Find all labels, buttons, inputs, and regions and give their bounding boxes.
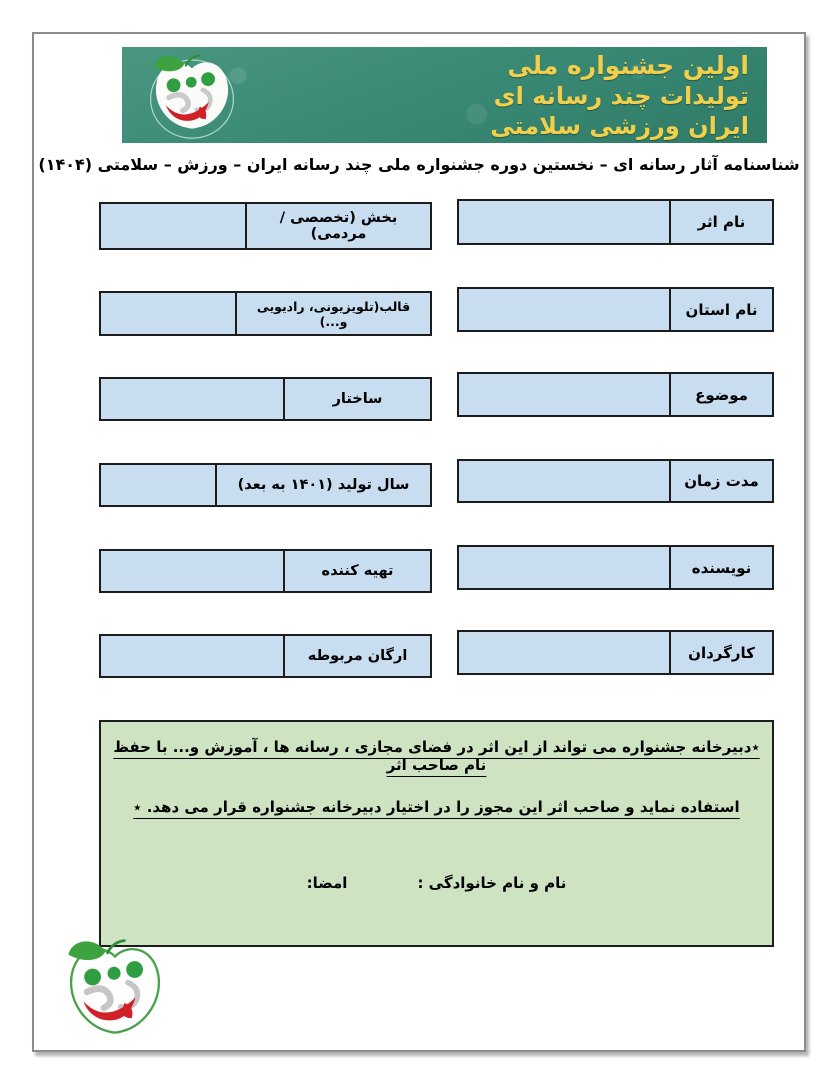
duration-label: مدت زمان <box>669 461 772 501</box>
page-title: شناسنامه آثار رسانه ای – نخستین دوره جشنواره ملی چند رسانه ایران – ورزش – سلامتی (۱۴۰۴) <box>38 155 800 174</box>
field-subject <box>457 372 774 417</box>
subject-input[interactable] <box>459 374 669 415</box>
production-year-input[interactable] <box>101 465 215 505</box>
format-label: قالب(تلویزیونی، رادیویی و...) <box>235 293 430 334</box>
production-year-label: سال تولید (۱۴۰۱ به بعد) <box>215 465 430 505</box>
field-structure <box>99 377 432 421</box>
related-organization-label: ارگان مربوطه <box>283 636 430 676</box>
signature-row <box>101 874 772 892</box>
section-input[interactable] <box>101 204 245 248</box>
document-page <box>32 32 806 1052</box>
province-name-label: نام استان <box>669 289 772 330</box>
province-name-input[interactable] <box>459 289 669 330</box>
signature-label: امضا: <box>306 874 348 892</box>
related-organization-input[interactable] <box>101 636 283 676</box>
banner-line-1: اولین جشنواره ملی <box>507 51 749 80</box>
field-producer <box>99 549 432 593</box>
permission-notice-panel <box>99 720 774 947</box>
full-name-label: نام و نام خانوادگی : <box>417 874 567 892</box>
name-of-work-input[interactable] <box>459 201 669 243</box>
structure-input[interactable] <box>101 379 283 419</box>
duration-input[interactable] <box>459 461 669 501</box>
name-of-work-label: نام اثر <box>669 201 772 243</box>
banner-line-2: تولیدات چند رسانه ای <box>493 82 749 110</box>
field-duration <box>457 459 774 503</box>
producer-input[interactable] <box>101 551 283 591</box>
director-input[interactable] <box>459 632 669 673</box>
field-writer <box>457 545 774 590</box>
field-format <box>99 291 432 336</box>
field-name-of-work <box>457 199 774 245</box>
producer-label: تهیه کننده <box>283 551 430 591</box>
notice-line-1: ٭دبیرخانه جشنواره می تواند از این اثر در فضای مجازی ، رسانه ها ، آموزش و... با حفظ نام صاحب اثر <box>113 738 760 774</box>
festival-apple-logo-footer-icon <box>59 932 171 1050</box>
banner-line-3: ایران ورزشی سلامتی <box>490 112 749 140</box>
notice-line-2: استفاده نماید و صاحب اثر این مجوز را در اختیار دبیرخانه جشنواره قرار می دهد. ٭ <box>133 798 740 816</box>
field-section <box>99 202 432 250</box>
structure-label: ساختار <box>283 379 430 419</box>
festival-apple-logo-icon <box>142 50 242 142</box>
subject-label: موضوع <box>669 374 772 415</box>
field-production-year <box>99 463 432 507</box>
section-label: بخش (تخصصی /مردمی) <box>245 204 430 248</box>
festival-banner-title <box>359 51 749 141</box>
writer-input[interactable] <box>459 547 669 588</box>
format-input[interactable] <box>101 293 235 334</box>
writer-label: نویسنده <box>669 547 772 588</box>
festival-banner <box>122 47 767 143</box>
director-label: کارگردان <box>669 632 772 673</box>
field-director <box>457 630 774 675</box>
field-related-organization <box>99 634 432 678</box>
field-province-name <box>457 287 774 332</box>
